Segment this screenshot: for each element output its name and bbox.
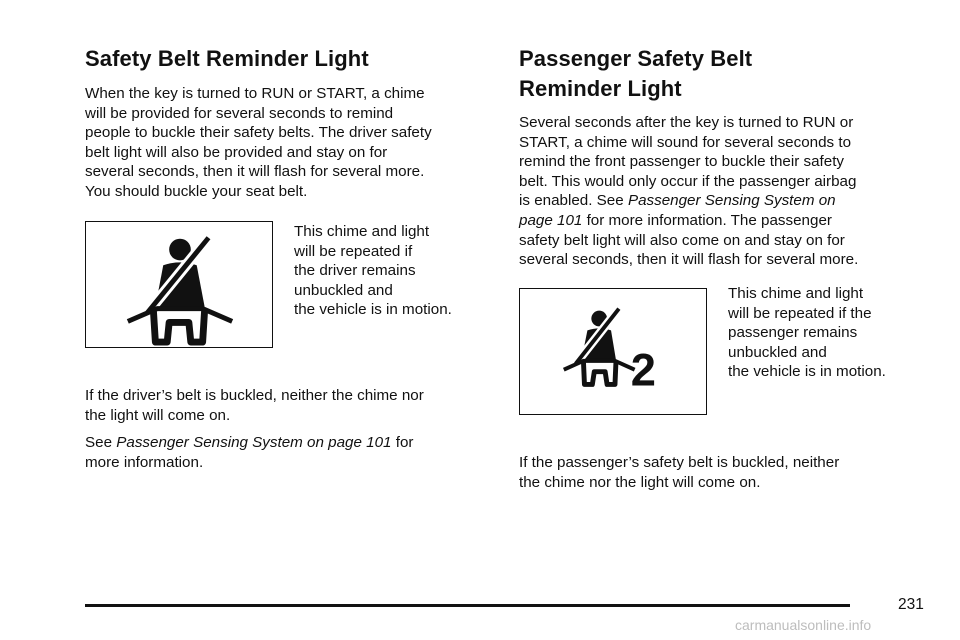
line-suffix: for more information. The passenger xyxy=(582,211,832,229)
text-line: safety belt light will also come on and stay on for xyxy=(519,231,845,249)
passenger-repeat-note xyxy=(728,284,938,382)
seatbelt-person-2-icon xyxy=(520,289,706,414)
right-intro-paragraph xyxy=(519,113,944,270)
page-number: 231 xyxy=(898,596,924,613)
text-line: remind the front passenger to buckle their safety xyxy=(519,153,845,171)
text-line: the chime nor the light will come on. xyxy=(519,473,761,491)
text-line: the vehicle is in motion. xyxy=(294,301,452,319)
text-line: When the key is turned to RUN or START, a chime xyxy=(85,85,425,102)
text-line: START, a chime will sound for several seconds to xyxy=(519,133,852,151)
text-line: You should buckle your seat belt. xyxy=(85,182,308,200)
text-line: several seconds, then it will flash for several more. xyxy=(85,163,425,181)
text-line: unbuckled and xyxy=(294,281,393,299)
section-heading-safety-belt-reminder: Safety Belt Reminder Light xyxy=(85,46,369,71)
see-prefix: See xyxy=(85,434,117,451)
left-see-paragraph xyxy=(85,433,505,472)
passenger-sensing-system-reference-link[interactable]: Passenger Sensing System on xyxy=(627,192,836,210)
text-line: Several seconds after the key is turned to RUN or xyxy=(519,114,854,131)
text-line: This chime and light xyxy=(728,285,864,302)
watermark: carmanualsonline.info xyxy=(735,617,872,633)
text-line: If the passenger’s safety belt is buckled, neither xyxy=(519,454,840,471)
text-line: the driver remains xyxy=(294,262,416,280)
driver-repeat-note xyxy=(294,222,494,320)
text-line: unbuckled and xyxy=(728,343,827,361)
driver-safety-belt-reminder-icon xyxy=(85,221,273,348)
left-intro-paragraph xyxy=(85,84,505,202)
heading-line: Passenger Safety Belt xyxy=(519,46,753,71)
text-line: If the driver’s belt is buckled, neither the chime nor xyxy=(85,387,424,404)
text-line: the light will come on. xyxy=(85,406,231,424)
text-line: people to buckle their safety belts. The driver safety xyxy=(85,124,432,142)
text-line: will be provided for several seconds to remind xyxy=(85,104,394,122)
text-line: will be repeated if the xyxy=(728,304,872,322)
right-column xyxy=(519,44,939,104)
right-buckled-paragraph xyxy=(519,453,944,492)
footer-rule xyxy=(85,604,850,607)
text-line: belt. This would only occur if the passenger airbag xyxy=(519,172,857,190)
text-line: This chime and light xyxy=(294,223,430,240)
passenger-sensing-system-reference-link[interactable]: Passenger Sensing System on page 101 xyxy=(116,434,392,451)
left-buckled-paragraph xyxy=(85,386,505,425)
passenger-safety-belt-reminder-icon xyxy=(519,288,707,415)
text-line: belt light will also be provided and stay on for xyxy=(85,143,388,161)
see-suffix: for xyxy=(391,434,414,451)
passenger-seat-number: 2 xyxy=(630,344,656,396)
text-line: more information. xyxy=(85,453,204,471)
passenger-sensing-system-page-link[interactable]: page 101 xyxy=(519,211,583,229)
text-line xyxy=(519,191,944,211)
text-line: will be repeated if xyxy=(294,242,413,260)
seatbelt-person-icon xyxy=(86,222,272,347)
text-line xyxy=(519,211,944,231)
text-line: the vehicle is in motion. xyxy=(728,363,886,381)
text-line: passenger remains xyxy=(728,324,858,342)
line-prefix: is enabled. See xyxy=(519,192,628,210)
left-column xyxy=(85,44,495,74)
heading-line: Reminder Light xyxy=(519,76,682,101)
section-heading-passenger-safety-belt xyxy=(519,44,939,104)
text-line: several seconds, then it will flash for several more. xyxy=(519,251,859,269)
text-line xyxy=(85,433,505,453)
